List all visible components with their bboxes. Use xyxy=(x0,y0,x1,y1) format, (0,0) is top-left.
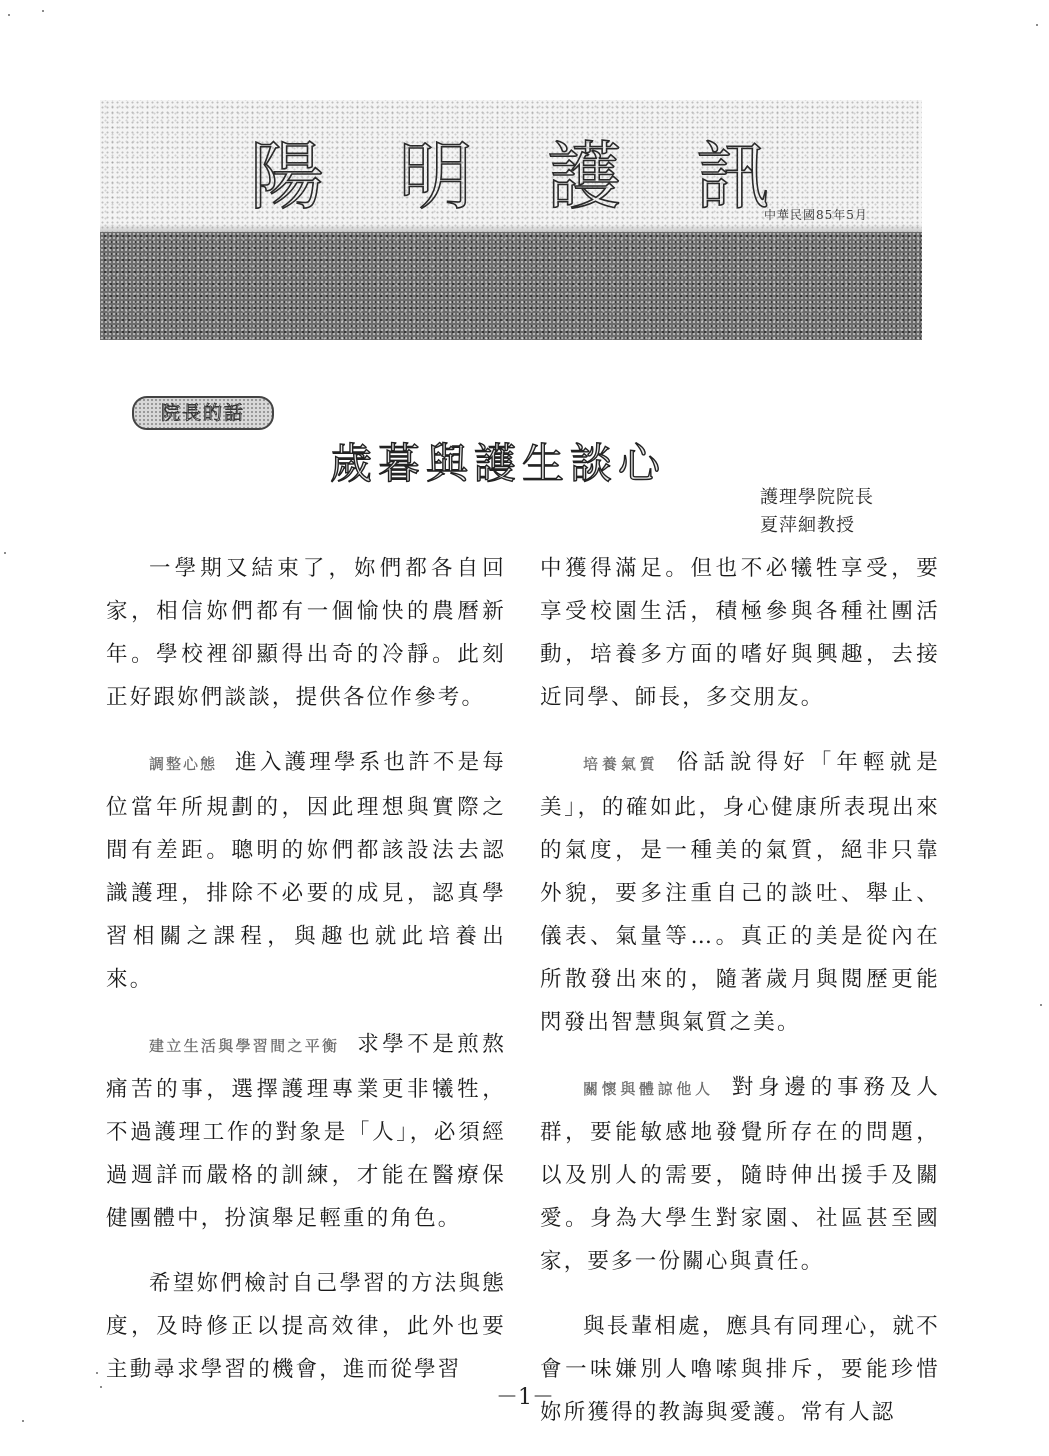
section-keyword: 建立生活與學習間之平衡 xyxy=(149,1037,340,1055)
byline xyxy=(760,484,920,540)
section-keyword: 調整心態 xyxy=(149,755,218,773)
scan-speck xyxy=(8,14,10,16)
paragraph xyxy=(540,741,940,1044)
masthead-title xyxy=(250,132,770,222)
masthead-issue-date: 中華民國85年5月 xyxy=(764,208,868,222)
masthead-char: 護 xyxy=(547,134,622,220)
paragraph: 一學期又結束了，妳們都各自回家，相信妳們都有一個愉快的農曆新年。學校裡卻顯得出奇的冷靜。此刻正好跟妳們談談，提供各位作參考。 xyxy=(106,556,506,710)
paragraph-text: 俗話說得好「年輕就是美」，的確如此，身心健康所表現出來的氣度，是一種美的氣質，絕非只靠外貌，要多注重自己的談吐、舉止、儀表、氣量等…。真正的美是從內在所散發出來的，隨著歲月與閱歷更能閃發出智慧與氣質之美。 xyxy=(540,750,940,1035)
scan-speck xyxy=(1040,1004,1042,1006)
scan-speck xyxy=(4,552,6,554)
paragraph: 希望妳們檢討自己學習的方法與態度，及時修正以提高效律，此外也要主動尋求學習的機會，進而從學習 xyxy=(106,1271,506,1382)
scan-speck xyxy=(22,1420,24,1422)
section-keyword: 關懷與體諒他人 xyxy=(583,1080,714,1098)
right-column xyxy=(540,547,940,1456)
byline-position: 護理學院院長 xyxy=(760,487,874,508)
paragraph xyxy=(106,1023,506,1240)
paragraph xyxy=(106,741,506,1001)
paragraph-text: 求學不是煎熬痛苦的事，選擇護理專業更非犧牲，不過護理工作的對象是「人」，必須經過週詳而嚴格的訓練，才能在醫療保健團體中，扮演舉足輕重的角色。 xyxy=(106,1032,506,1231)
masthead-char: 明 xyxy=(398,134,473,220)
masthead-char: 訊 xyxy=(695,134,770,220)
scan-speck xyxy=(96,1372,98,1374)
left-column xyxy=(106,547,506,1413)
paragraph-text: 進入護理學系也許不是每位當年所規劃的，因此理想與實際之間有差距。聰明的妳們都該設法去認識護理，排除不必要的成見，認真學習相關之課程，與趣也就此培養出來。 xyxy=(106,750,506,992)
page-number: －1－ xyxy=(496,1385,554,1410)
section-keyword: 培養氣質 xyxy=(583,755,659,773)
scan-speck xyxy=(100,1386,102,1388)
article-title: 歲暮與護生談心 xyxy=(330,439,667,488)
column-tag: 院長的話 xyxy=(132,396,274,430)
masthead-banner xyxy=(100,100,922,340)
paragraph-text: 對身邊的事務及人群，要能敏感地發覺所存在的問題，以及別人的需要，隨時伸出援手及關愛。身為大學生對家園、社區甚至國家，要多一份關心與責任。 xyxy=(540,1075,940,1274)
byline-author: 夏萍絗教授 xyxy=(760,515,855,536)
paragraph: 中獲得滿足。但也不必犧牲享受，要享受校園生活，積極參與各種社團活動，培養多方面的嗜好與興趣，去接近同學、師長，多交朋友。 xyxy=(540,556,940,710)
scan-speck xyxy=(42,10,44,12)
scan-speck xyxy=(1036,24,1038,26)
paragraph: 與長輩相處，應具有同理心，就不會一味嫌別人嚕嗦與排斥，要能珍惜妳所獲得的教誨與愛護。常有人認 xyxy=(540,1314,940,1425)
paragraph xyxy=(540,1066,940,1283)
masthead-char: 陽 xyxy=(250,134,324,220)
masthead-screen-bottom xyxy=(100,232,922,340)
